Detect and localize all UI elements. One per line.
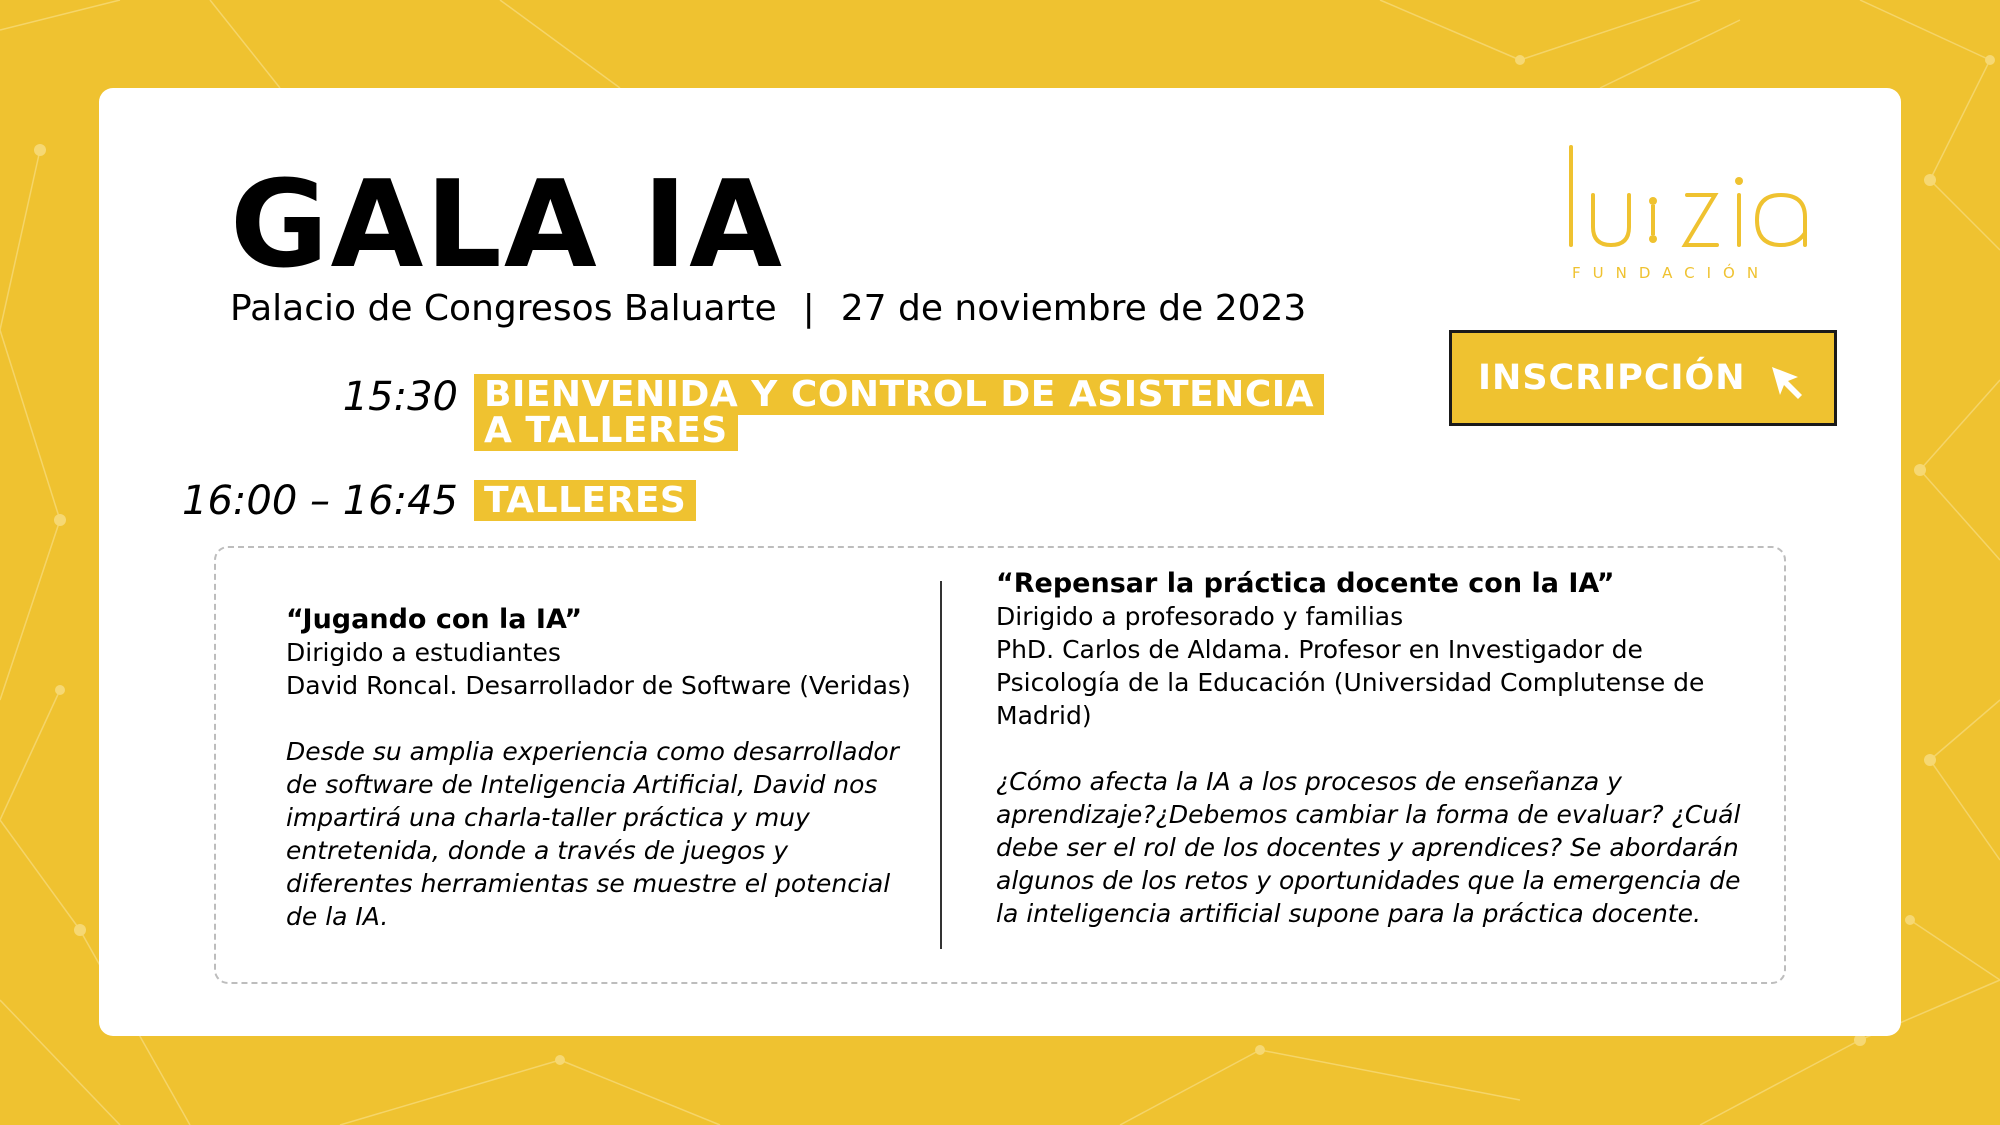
event-date: 27 de noviembre de 2023 — [840, 288, 1307, 329]
logo-tagline: FUNDACIÓN — [1572, 264, 1771, 282]
cursor-arrow-icon — [1768, 363, 1806, 401]
workshop-1-title: “Jugando con la IA” — [286, 604, 583, 635]
subtitle-separator: | — [802, 288, 815, 329]
event-subtitle — [230, 287, 1306, 331]
luzia-logo — [1565, 143, 1815, 283]
register-button[interactable] — [1449, 330, 1837, 426]
schedule-label-1: BIENVENIDA Y CONTROL DE ASISTENCIA A TALLERES — [474, 377, 1354, 449]
workshop-2 — [996, 567, 1742, 930]
workshop-2-description: ¿Cómo afecta la IA a los procesos de enseñanza y aprendizaje?¿Debemos cambiar la forma de evaluar? ¿Cuál debe ser el rol de los docentes y aprendices? Se abordarán algunos de los retos y oportunidades que la emergencia de la inteligencia artificial supone para la práctica docente. — [996, 767, 1741, 928]
register-button-label: INSCRIPCIÓN — [1478, 358, 1746, 398]
schedule-time-2: 16:00 – 16:45 — [182, 478, 458, 524]
schedule-time-1: 15:30 — [342, 374, 458, 420]
workshop-2-speaker: PhD. Carlos de Aldama. Profesor en Investigador de Psicología de la Educación (Universidad Complutense de Madrid) — [996, 635, 1705, 730]
event-title: GALA IA — [230, 156, 784, 295]
workshop-2-title: “Repensar la práctica docente con la IA” — [996, 568, 1615, 599]
workshop-1-speaker: David Roncal. Desarrollador de Software (Veridas) — [286, 671, 911, 700]
workshops-divider — [940, 581, 942, 949]
workshop-1-audience: Dirigido a estudiantes — [286, 638, 561, 667]
event-venue: Palacio de Congresos Baluarte — [230, 288, 777, 329]
workshop-2-audience: Dirigido a profesorado y familias — [996, 602, 1404, 631]
schedule-label-2: TALLERES — [474, 483, 696, 519]
svg-text:luzia: luzia — [1565, 143, 1568, 144]
workshop-1-description: Desde su amplia experiencia como desarrollador de software de Inteligencia Artificial, David nos impartirá una charla-taller práctica y muy entretenida, donde a través de juegos y diferentes herramientas se muestre el potencial de la IA. — [286, 737, 899, 931]
workshop-1 — [286, 603, 911, 933]
